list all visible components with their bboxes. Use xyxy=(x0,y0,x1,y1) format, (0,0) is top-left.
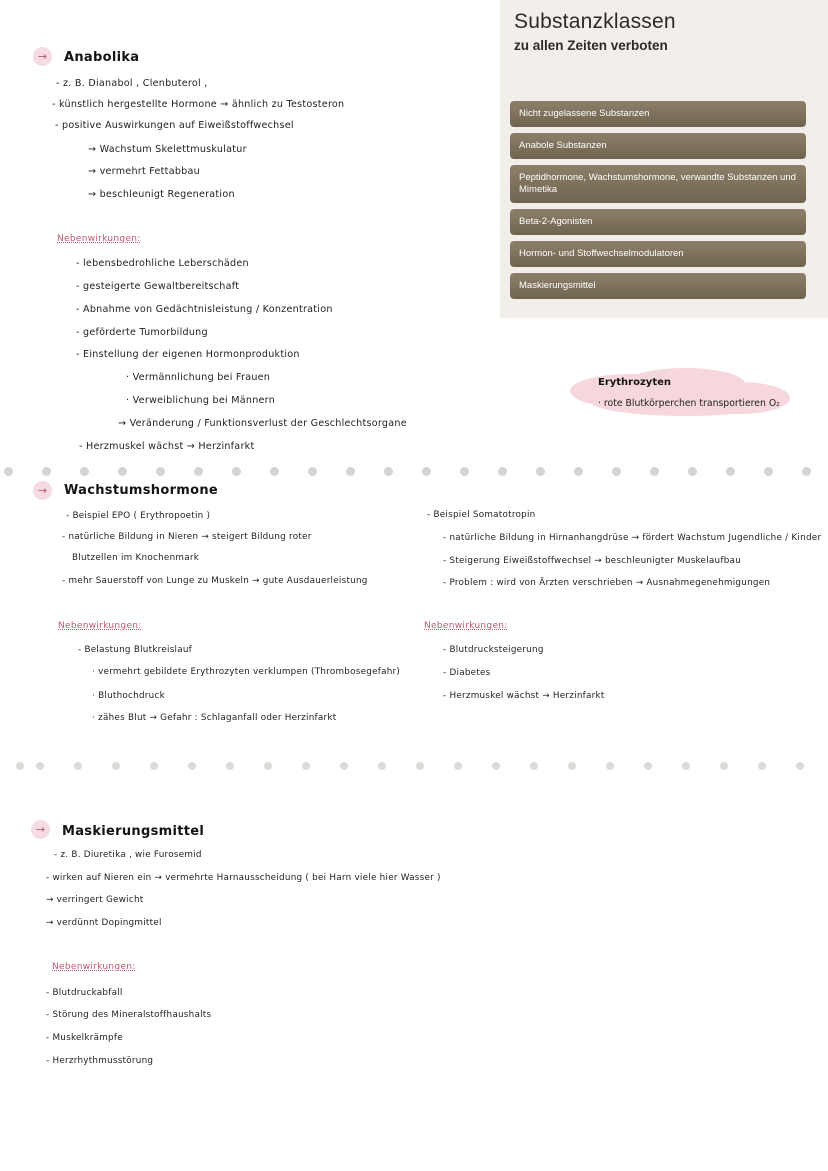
side-effects-label: Nebenwirkungen: xyxy=(58,621,142,631)
side-effects-label: Nebenwirkungen: xyxy=(57,234,141,244)
list-item[interactable]: Beta-2-Agonisten xyxy=(510,209,806,235)
note-line: - lebensbedrohliche Leberschäden xyxy=(76,258,249,269)
note-line: - natürliche Bildung in Nieren → steigert Bildung roter xyxy=(62,532,312,542)
highlight-title: Erythrozyten xyxy=(598,377,672,388)
note-line: - mehr Sauerstoff von Lunge zu Muskeln → gute Ausdauerleistung xyxy=(62,576,368,586)
note-line: - Herzmuskel wächst → Herzinfarkt xyxy=(79,441,255,452)
note-line: - Herzmuskel wächst → Herzinfarkt xyxy=(443,691,605,701)
note-line: · Verweiblichung bei Männern xyxy=(126,395,276,406)
list-item[interactable]: Anabole Substanzen xyxy=(510,133,806,159)
note-line: - Beispiel EPO ( Erythropoetin ) xyxy=(66,511,211,521)
dotted-divider xyxy=(0,760,828,774)
note-line: - geförderte Tumorbildung xyxy=(76,327,208,338)
note-line: - Problem : wird von Ärzten verschrieben → Ausnahmegenehmigungen xyxy=(443,578,771,588)
note-line: Blutzellen im Knochenmark xyxy=(72,553,200,563)
note-line: - Blutdruckabfall xyxy=(46,988,123,998)
note-line: · Bluthochdruck xyxy=(92,691,165,701)
note-line: - Belastung Blutkreislauf xyxy=(78,645,193,655)
note-line: → Veränderung / Funktionsverlust der Geschlechtsorgane xyxy=(118,418,407,429)
side-effects-label: Nebenwirkungen: xyxy=(52,962,136,972)
note-line: - künstlich hergestellte Hormone → ähnlich zu Testosteron xyxy=(52,99,345,110)
list-item[interactable]: Hormon- und Stoffwechselmodulatoren xyxy=(510,241,806,267)
highlight-line: · rote Blutkörperchen transportieren O₂ xyxy=(598,398,780,409)
note-line: → beschleunigt Regeneration xyxy=(88,189,235,200)
note-line: - Herzrhythmusstörung xyxy=(46,1056,154,1066)
list-item[interactable]: Maskierungsmittel xyxy=(510,273,806,299)
dotted-divider xyxy=(0,465,828,479)
note-line: - natürliche Bildung in Hirnanhangdrüse → fördert Wachstum Jugendliche / Kinder xyxy=(443,533,822,543)
card-title: Substanzklassen xyxy=(514,10,676,33)
note-line: - Beispiel Somatotropin xyxy=(427,510,536,520)
note-line: → Wachstum Skelettmuskulatur xyxy=(88,144,247,155)
note-line: · zähes Blut → Gefahr : Schlaganfall oder Herzinfarkt xyxy=(92,713,337,723)
section-title-anabolika: Anabolika xyxy=(64,50,140,65)
note-line: - Blutdrucksteigerung xyxy=(443,645,544,655)
note-line: - gesteigerte Gewaltbereitschaft xyxy=(76,281,240,292)
highlight-note-erythrozyten xyxy=(570,366,792,420)
section-arrow-badge-anabolika: → xyxy=(33,47,52,66)
note-line: - z. B. Dianabol , Clenbuterol , xyxy=(56,78,208,89)
note-line: · Vermännlichung bei Frauen xyxy=(126,372,271,383)
list-item[interactable]: Peptidhormone, Wachstumshormone, verwandte Substanzen und Mimetika xyxy=(510,165,806,203)
section-arrow-badge-maskierungsmittel: → xyxy=(31,820,50,839)
note-line: - wirken auf Nieren ein → vermehrte Harnausscheidung ( bei Harn viele hier Wasser ) xyxy=(46,873,441,883)
note-line: · vermehrt gebildete Erythrozyten verklumpen (Thrombosegefahr) xyxy=(92,667,401,677)
substance-class-list xyxy=(510,101,806,305)
note-line: - positive Auswirkungen auf Eiweißstoffwechsel xyxy=(55,120,294,131)
note-line: - Einstellung der eigenen Hormonproduktion xyxy=(76,349,300,360)
list-item[interactable]: Nicht zugelassene Substanzen xyxy=(510,101,806,127)
section-title-wachstumshormone: Wachstumshormone xyxy=(64,483,219,498)
note-line: → vermehrt Fettabbau xyxy=(88,166,200,177)
note-line: - Steigerung Eiweißstoffwechsel → beschleunigter Muskelaufbau xyxy=(443,556,742,566)
note-line: - Diabetes xyxy=(443,668,491,678)
note-line: → verringert Gewicht xyxy=(46,895,144,905)
section-arrow-badge-wachstumshormone: → xyxy=(33,481,52,500)
section-title-maskierungsmittel: Maskierungsmittel xyxy=(62,824,205,839)
note-line: - Störung des Mineralstoffhaushalts xyxy=(46,1010,212,1020)
card-subtitle: zu allen Zeiten verboten xyxy=(514,38,668,53)
note-line: - z. B. Diuretika , wie Furosemid xyxy=(54,850,202,860)
note-line: - Muskelkrämpfe xyxy=(46,1033,123,1043)
note-line: → verdünnt Dopingmittel xyxy=(46,918,162,928)
side-effects-label: Nebenwirkungen: xyxy=(424,621,508,631)
substanzklassen-card xyxy=(500,0,828,318)
note-line: - Abnahme von Gedächtnisleistung / Konzentration xyxy=(76,304,333,315)
